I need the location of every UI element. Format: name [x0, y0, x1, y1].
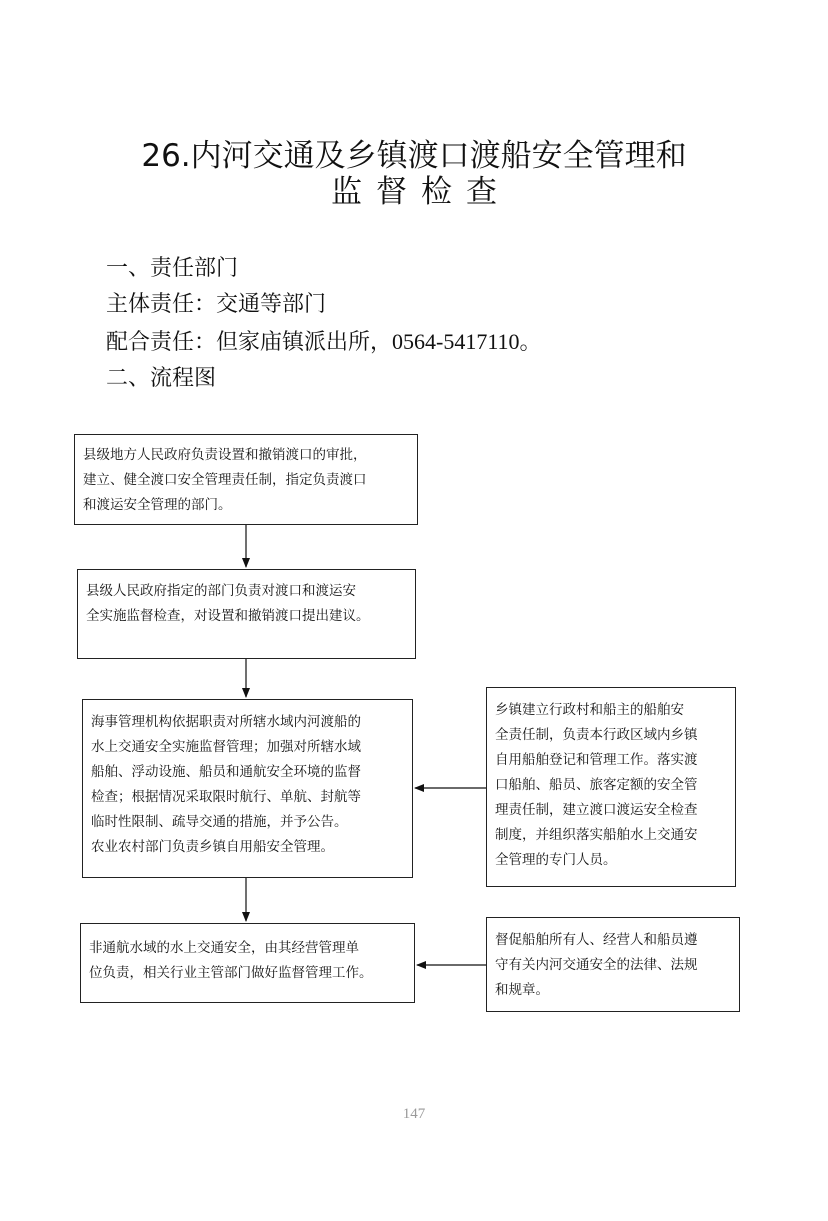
box-line: 全实施监督检查，对设置和撤销渡口提出建议。: [86, 608, 370, 624]
flow-box-maritime-agency: [82, 699, 413, 878]
box-line: 海事管理机构依据职责对所辖水域内河渡船的: [91, 714, 361, 730]
contact-phone: 0564-5417110。: [392, 329, 542, 354]
flow-box-county-government: [74, 434, 418, 525]
flowchart-heading: 二、流程图: [106, 366, 217, 391]
page-title-line-2: 监督检查: [331, 174, 511, 210]
cooperating-responsibility-label: 配合责任：但家庙镇派出所，: [106, 330, 393, 355]
box-line: 全管理的专门人员。: [495, 852, 617, 868]
box-line: 县级地方人民政府负责设置和撤销渡口的审批，: [83, 447, 367, 463]
box-line: 和规章。: [495, 982, 549, 998]
box-line: 守有关内河交通安全的法律、法规: [495, 957, 698, 973]
box-line: 县级人民政府指定的部门负责对渡口和渡运安: [86, 583, 356, 599]
box-line: 非通航水域的水上交通安全，由其经营管理单: [89, 940, 359, 956]
box-line: 督促船舶所有人、经营人和船员遵: [495, 932, 698, 948]
box-line: 农业农村部门负责乡镇自用船安全管理。: [91, 839, 334, 855]
box-line: 制度，并组织落实船舶水上交通安: [495, 827, 698, 843]
main-responsibility: 主体责任：交通等部门: [106, 292, 327, 317]
cooperating-responsibility: [106, 328, 542, 357]
flow-box-township: [486, 687, 736, 887]
box-line: 口船舶、船员、旅客定额的安全管: [495, 777, 698, 793]
flow-box-supervise-owners: [486, 917, 740, 1012]
box-line: 和渡运安全管理的部门。: [83, 497, 232, 513]
responsibility-heading: 一、责任部门: [106, 256, 239, 281]
page-title-line-1: 26.内河交通及乡镇渡口渡船安全管理和: [141, 138, 687, 174]
box-line: 理责任制，建立渡口渡运安全检查: [495, 802, 698, 818]
box-line: 自用船舶登记和管理工作。落实渡: [495, 752, 698, 768]
flow-box-non-navigable-waters: [80, 923, 415, 1003]
box-line: 全责任制，负责本行政区域内乡镇: [495, 727, 698, 743]
box-line: 水上交通安全实施监督管理；加强对所辖水域: [91, 739, 361, 755]
box-line: 建立、健全渡口安全管理责任制，指定负责渡口: [83, 472, 367, 488]
box-line: 位负责，相关行业主管部门做好监督管理工作。: [89, 965, 373, 981]
box-line: 临时性限制、疏导交通的措施，并予公告。: [91, 814, 348, 830]
box-line: 检查；根据情况采取限时航行、单航、封航等: [91, 789, 361, 805]
flow-box-designated-department: [77, 569, 416, 659]
box-line: 乡镇建立行政村和船主的船舶安: [495, 702, 684, 718]
box-line: 船舶、浮动设施、船员和通航安全环境的监督: [91, 764, 361, 780]
page-number: 147: [402, 1106, 426, 1122]
